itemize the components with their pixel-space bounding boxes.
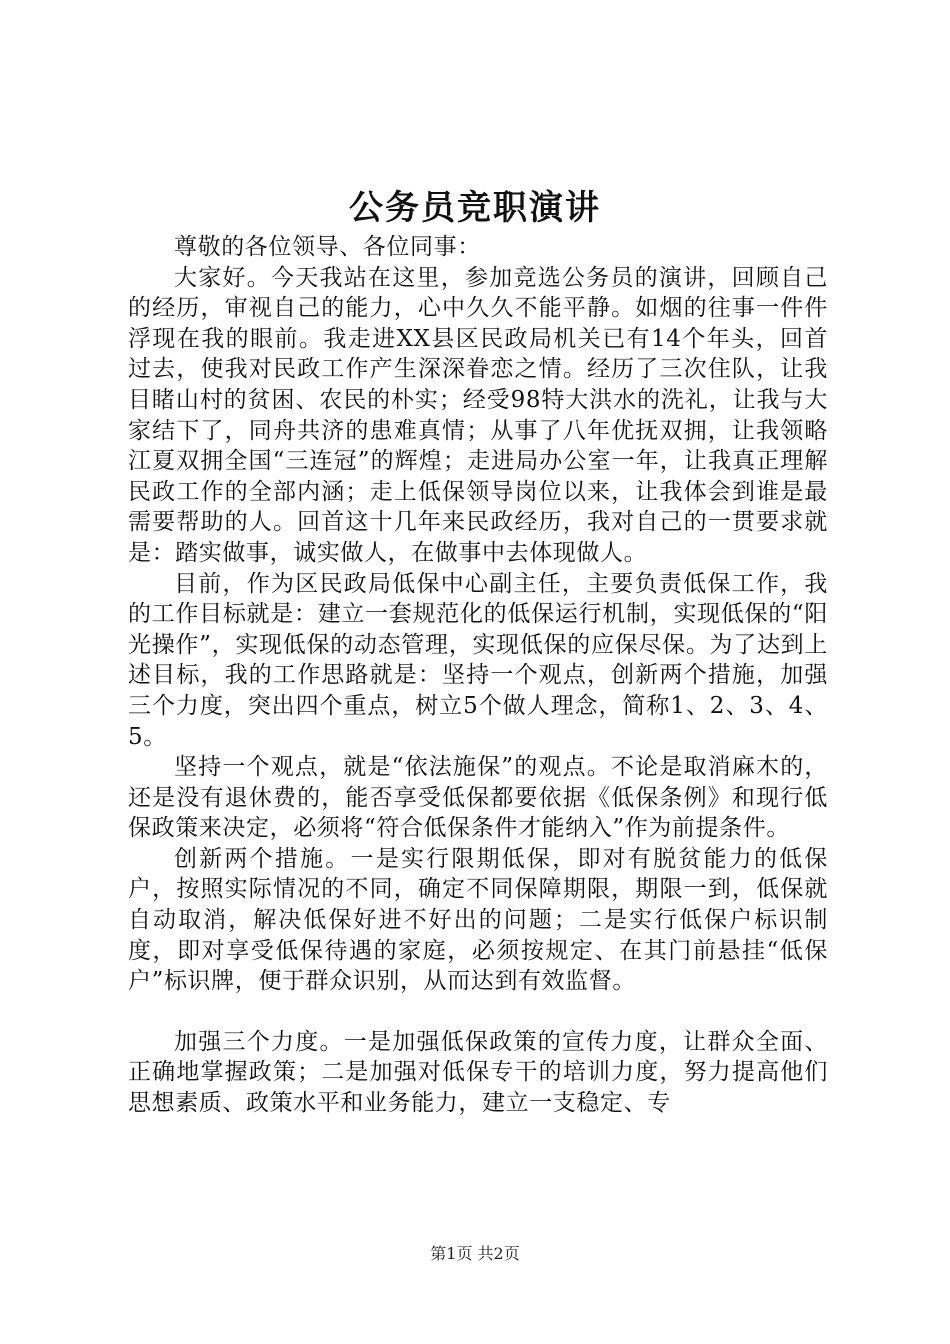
body-paragraph-3: 坚持一个观点，就是“依法施保”的观点。不论是取消麻木的，还是没有退休费的，能否享受低保都要依据《低保条例》和现行低保政策来决定，必须将“符合低保条件才能纳入”作为前提条件。 xyxy=(128,754,828,842)
document-body xyxy=(128,232,828,1119)
body-paragraph-5: 加强三个力度。一是加强低保政策的宣传力度，让群众全面、正确地掌握政策；二是加强对低保专干的培训力度，努力提高他们思想素质、政策水平和业务能力，建立一支稳定、专 xyxy=(128,1028,828,1117)
body-paragraph-2: 目前，作为区民政局低保中心副主任，主要负责低保工作，我的工作目标就是：建立一套规范化的低保运行机制，实现低保的“阳光操作”，实现低保的动态管理，实现低保的应保尽保。为了达到上述目标，我的工作思路就是：坚持一个观点，创新两个措施，加强三个力度，突出四个重点，树立5个做人理念，简称1、2、3、4、5。 xyxy=(128,570,828,750)
salutation-paragraph: 尊敬的各位领导、各位同事： xyxy=(174,234,481,260)
body-paragraph-1: 大家好。今天我站在这里，参加竞选公务员的演讲，回顾自己的经历，审视自己的能力，心中久久不能平静。如烟的往事一件件浮现在我的眼前。我走进XX县区民政局机关已有14个年头，回首过去，使我对民政工作产生深深眷恋之情。经历了三次住队，让我目睹山村的贫困、农民的朴实；经受98特大洪水的洗礼，让我与大家结下了，同舟共济的患难真情；从事了八年优抚双拥，让我领略江夏双拥全国“三连冠”的辉煌；走进局办公室一年，让我真正理解民政工作的全部内涵；走上低保领导岗位以来，让我体会到谁是最需要帮助的人。回首这十几年来民政经历，我对自己的一贯要求就是：踏实做事，诚实做人，在做事中去体现做人。 xyxy=(128,264,828,566)
page-footer: 第1页 共2页 xyxy=(430,1244,520,1263)
body-paragraph-4: 创新两个措施。一是实行限期低保，即对有脱贫能力的低保户，按照实际情况的不同，确定不同保障期限，期限一到，低保就自动取消，解决低保好进不好出的问题；二是实行低保户标识制度，即对享受低保待遇的家庭，必须按规定、在其门前悬挂“低保户”标识牌，便于群众识别，从而达到有效监督。 xyxy=(128,845,828,995)
document-title: 公务员竞职演讲 xyxy=(349,188,601,228)
